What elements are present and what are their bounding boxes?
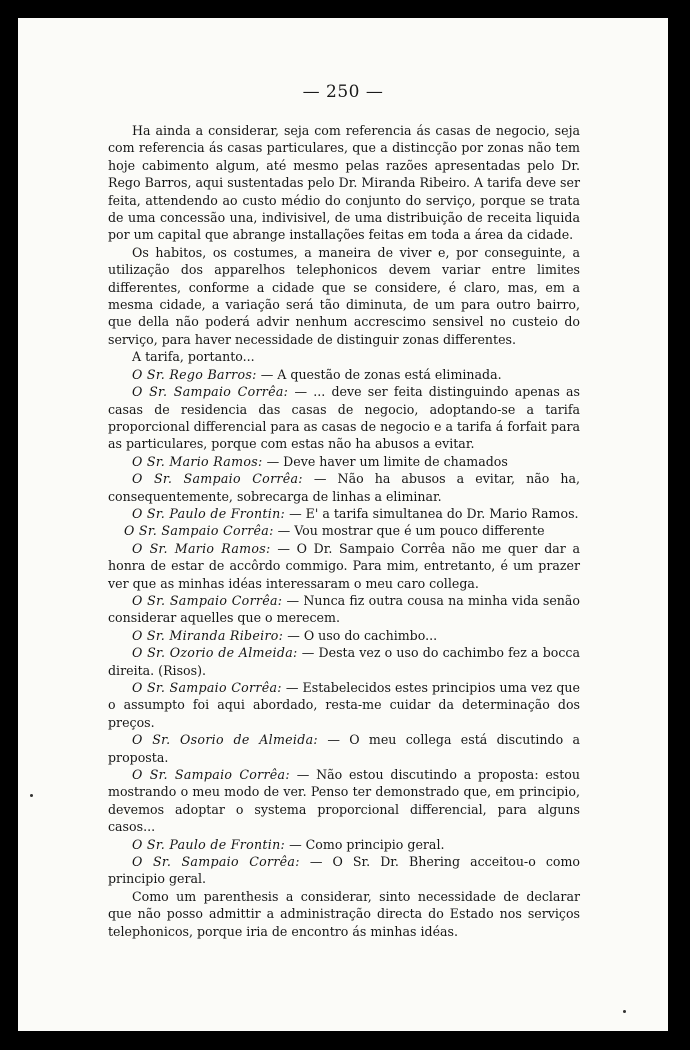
speaker-name: O Sr. Sampaio Corrêa:	[132, 592, 283, 608]
speech-text: — O Sr. Dr. Bhering acceitou-o como principio geral.	[108, 854, 580, 887]
speaker-name: O Sr. Sampaio Corrêa:	[132, 680, 282, 695]
speech-text: — Estabelecidos estes principios uma vez que o assumpto foi aqui abordado, resta-me cuidar da determinação dos preços.	[108, 680, 580, 730]
paragraph: Ha ainda a considerar, seja com referencia ás casas de negocio, seja com referencia ás casas particulares, que a distincção por zonas não tem hoje cabimento algum, até mesmo pelas razões apresentadas pelo Dr. Rego Barros, aqui sustentadas pelo Dr. Miranda Ribeiro. A tarifa deve ser feita, attendendo ao custo médio do conjunto do serviço, porque se trata de uma concessão una, indivisivel, de uma distribuição de receita liquida por um capital que abrange installações feitas em toda a área da cidade.	[108, 123, 580, 243]
speech-line	[108, 540, 580, 592]
speech-text: — A questão de zonas está eliminada.	[260, 366, 502, 382]
speech-text: — Desta vez o uso do cachimbo fez a bocca direita. (Risos).	[108, 645, 580, 678]
speaker-name: O Sr. Mario Ramos:	[132, 453, 263, 469]
speech-line	[108, 366, 580, 383]
speech-line	[108, 836, 580, 853]
speaker-name: O Sr. Paulo de Frontin:	[132, 505, 286, 521]
speech-text: — Não ha abusos a evitar, não ha, consequentemente, sobrecarga de linhas a eliminar.	[108, 471, 580, 504]
speech-line	[108, 679, 580, 731]
speech-line	[108, 470, 580, 505]
speaker-name: O Sr. Osorio de Almeida:	[132, 732, 318, 748]
body-text	[108, 122, 580, 940]
speech-text: — O Dr. Sampaio Corrêa não me quer dar a honra de estar de accôrdo commigo. Para mim, entretanto, é um prazer ver que as minhas idéas interessaram o meu caro collega.	[108, 540, 580, 591]
speech-text: — Como principio geral.	[289, 836, 445, 852]
speech-text: — ... deve ser feita distinguindo apenas as casas de residencia das casas de negocio, adoptando-se a tarifa proporcional differencial para as casas de negocio e a tarifa á forfait para as particulares, porque com estas não ha abusos a evitar.	[108, 384, 581, 452]
speaker-name: O Sr. Sampaio Corrêa:	[132, 384, 289, 400]
speech-text: — O meu collega está discutindo a proposta.	[108, 732, 580, 765]
document-page	[18, 18, 668, 1031]
speech-line	[108, 853, 580, 888]
speaker-name: O Sr. Mario Ramos:	[132, 540, 271, 556]
speech-line	[108, 644, 580, 679]
closing-paragraph: Como um parenthesis a considerar, sinto necessidade de declarar que não posso admittir a administração directa do Estado nos serviços telephonicos, porque iria de encontro ás minhas idéas.	[108, 888, 580, 939]
speaker-name: O Sr. Sampaio Corrêa:	[132, 471, 303, 487]
speaker-name: O Sr. Ozorio de Almeida:	[132, 645, 298, 661]
speech-text: — Deve haver um limite de chamados	[266, 453, 508, 469]
speech-line	[108, 731, 580, 766]
paragraph: A tarifa, portanto...	[132, 349, 255, 365]
print-speck	[30, 794, 33, 797]
speech-line	[108, 453, 580, 470]
speech-text: — O uso do cachimbo...	[287, 627, 438, 643]
speech-line	[108, 505, 580, 522]
speech-line	[108, 627, 580, 644]
speech-line	[108, 766, 580, 836]
speaker-name: O Sr. Sampaio Corrêa:	[132, 767, 290, 783]
speech-line	[108, 383, 580, 453]
speaker-name: O Sr. Sampaio Corrêa:	[124, 523, 274, 539]
speech-text: — E' a tarifa simultanea do Dr. Mario Ramos.	[289, 505, 579, 521]
speaker-name: O Sr. Sampaio Corrêa:	[132, 854, 300, 870]
speech-line	[108, 592, 580, 627]
speech-text: — Vou mostrar que é um pouco differente	[277, 523, 545, 539]
speech-text: — Nunca fiz outra cousa na minha vida senão considerar aquelles que o merecem.	[108, 592, 580, 626]
paragraph: Os habitos, os costumes, a maneira de viver e, por conseguinte, a utilização dos apparelhos telephonicos devem variar entre limites differentes, conforme a cidade que se considere, é claro, mas, em a mesma cidade, a variação será tão diminuta, de um para outro bairro, que della não poderá advir nenhum accrescimo sensivel no custeio do serviço, para haver necessidade de distinguir zonas differentes.	[108, 244, 580, 347]
page-number: — 250 —	[302, 82, 384, 102]
speech-text: — Não estou discutindo a proposta: estou mostrando o meu modo de ver. Penso ter demonstrado que, em principio, devemos adoptar o systema proporcional differencial, para alguns casos...	[108, 767, 581, 835]
speaker-name: O Sr. Paulo de Frontin:	[132, 836, 286, 852]
print-speck	[623, 1010, 626, 1013]
speaker-name: O Sr. Rego Barros:	[132, 366, 257, 382]
speaker-name: O Sr. Miranda Ribeiro:	[132, 627, 284, 643]
speech-line	[108, 522, 580, 539]
